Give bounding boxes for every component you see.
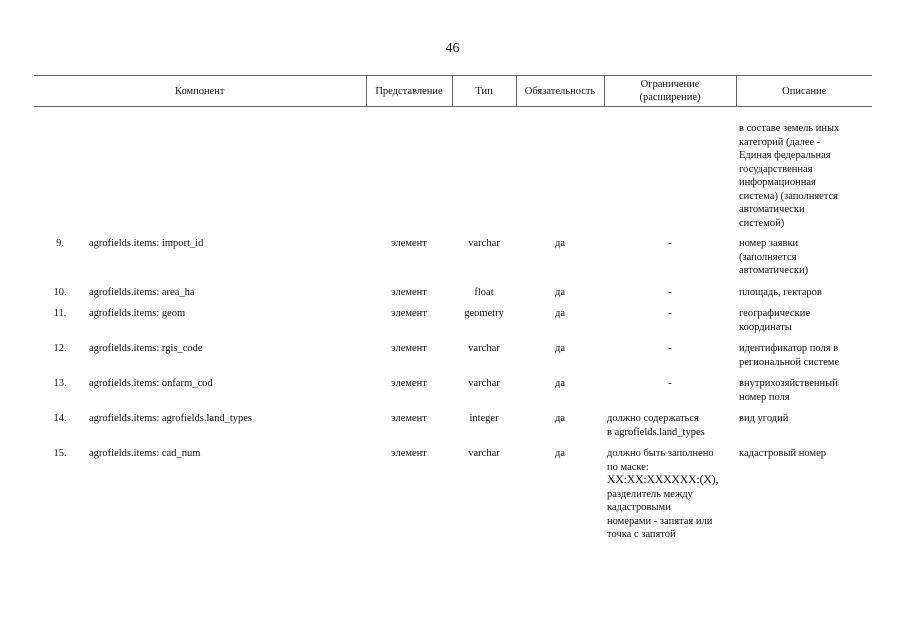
description-cell <box>736 281 872 303</box>
limit-line: по маске: <box>607 461 649 473</box>
type-cell: integer <box>469 413 499 424</box>
empty-cell <box>34 107 736 233</box>
type-cell: varchar <box>468 448 500 459</box>
limit-line: должно содержаться <box>607 413 699 424</box>
limit-cell <box>604 372 736 407</box>
representation-cell: элемент <box>391 286 427 298</box>
table-row <box>34 302 872 337</box>
limit-cell <box>604 337 736 372</box>
description-line: номер поля <box>739 391 790 403</box>
representation-cell: элемент <box>391 448 427 459</box>
row-number-cell: 14. <box>53 413 67 424</box>
required-cell: да <box>555 308 566 319</box>
component-cell: agrofields.items: onfarm_cod <box>89 378 213 389</box>
component-cell: agrofields.items: rgis_code <box>89 343 203 354</box>
description-line: категорий (далее - <box>739 136 821 148</box>
header-representation: Представление <box>366 76 452 107</box>
table-row <box>34 442 872 545</box>
table-header-row <box>34 76 872 107</box>
description-cell <box>736 107 872 233</box>
header-component: Компонент <box>34 76 366 107</box>
required-cell: да <box>555 448 566 459</box>
description-line: площадь, гектаров <box>739 286 822 298</box>
requirements-table <box>34 75 872 545</box>
description-cell <box>736 407 872 442</box>
description-line: внутрихозяйственный <box>739 378 838 389</box>
type-cell: varchar <box>468 343 500 354</box>
description-line: в составе земель иных <box>739 123 840 134</box>
page-number: 46 <box>445 41 460 56</box>
limit-line: в agrofields.land_types <box>607 426 705 438</box>
limit-line: - <box>668 308 672 319</box>
type-cell: varchar <box>468 378 500 389</box>
component-cell: agrofields.items: agrofields.land_types <box>89 413 253 424</box>
description-line: кадастровый номер <box>739 448 826 459</box>
type-cell: geometry <box>464 308 504 319</box>
representation-cell: элемент <box>391 413 427 424</box>
limit-cell <box>604 302 736 337</box>
continuation-row <box>34 107 872 233</box>
type-cell: varchar <box>468 238 500 249</box>
limit-cell <box>604 232 736 281</box>
row-number-cell: 10. <box>53 286 67 298</box>
limit-line: - <box>668 343 672 354</box>
type-cell: float <box>474 286 494 298</box>
table-row <box>34 337 872 372</box>
header-limit <box>604 76 736 107</box>
required-cell: да <box>555 378 566 389</box>
representation-cell: элемент <box>391 238 427 249</box>
description-line: номер заявки <box>739 238 799 249</box>
representation-cell: элемент <box>391 308 427 319</box>
table-row <box>34 232 872 281</box>
description-cell <box>736 372 872 407</box>
description-line: системой) <box>739 217 785 229</box>
row-number-cell: 15. <box>53 448 67 459</box>
description-line: автоматически <box>739 204 805 215</box>
description-line: государственная <box>739 163 813 175</box>
component-cell: agrofields.items: import_id <box>89 238 204 249</box>
table-row <box>34 372 872 407</box>
component-cell: agrofields.items: area_ha <box>89 286 195 298</box>
description-line: Единая федеральная <box>739 150 831 161</box>
description-cell <box>736 232 872 281</box>
component-cell: agrofields.items: geom <box>89 308 186 319</box>
representation-cell: элемент <box>391 343 427 354</box>
description-line: вид угодий <box>739 413 789 424</box>
required-cell: да <box>555 413 566 424</box>
description-line: региональной системе <box>739 356 840 368</box>
description-line: информационная <box>739 177 816 188</box>
limit-line: кадастровыми <box>607 502 671 513</box>
description-line: географические <box>739 308 810 319</box>
table-row <box>34 281 872 303</box>
description-line: (заполняется <box>739 251 797 263</box>
description-line: система) (заполняется <box>739 190 839 202</box>
description-line: координаты <box>739 321 792 333</box>
limit-cell <box>604 281 736 303</box>
header-description: Описание <box>736 76 872 107</box>
component-cell: agrofields.items: cad_num <box>89 448 201 459</box>
limit-line: - <box>668 286 672 298</box>
header-required: Обязательность <box>516 76 604 107</box>
row-number-cell: 13. <box>53 378 67 389</box>
description-line: идентификатор поля в <box>739 343 839 354</box>
header-limit-line: Ограничение <box>640 79 700 90</box>
row-number-cell: 9. <box>56 238 64 249</box>
limit-line: - <box>668 238 672 249</box>
limit-line: XX:XX:XXXXXX:(X), <box>607 474 719 486</box>
limit-line: точка с запятой <box>607 529 676 540</box>
description-cell <box>736 337 872 372</box>
description-line: автоматически) <box>739 265 809 276</box>
description-cell <box>736 302 872 337</box>
table-row <box>34 407 872 442</box>
row-number-cell: 12. <box>53 343 67 354</box>
header-limit-line: (расширение) <box>639 92 701 103</box>
limit-line: разделитель между <box>607 488 693 500</box>
limit-line: номерами - запятая или <box>607 515 713 527</box>
limit-line: должно быть заполнено <box>607 448 714 459</box>
limit-cell <box>604 407 736 442</box>
limit-cell <box>604 442 736 545</box>
required-cell: да <box>555 238 566 249</box>
required-cell: да <box>555 343 566 354</box>
representation-cell: элемент <box>391 378 427 389</box>
required-cell: да <box>555 286 566 298</box>
row-number-cell: 11. <box>53 308 67 319</box>
header-type: Тип <box>452 76 516 107</box>
limit-line: - <box>668 378 672 389</box>
description-cell <box>736 442 872 545</box>
